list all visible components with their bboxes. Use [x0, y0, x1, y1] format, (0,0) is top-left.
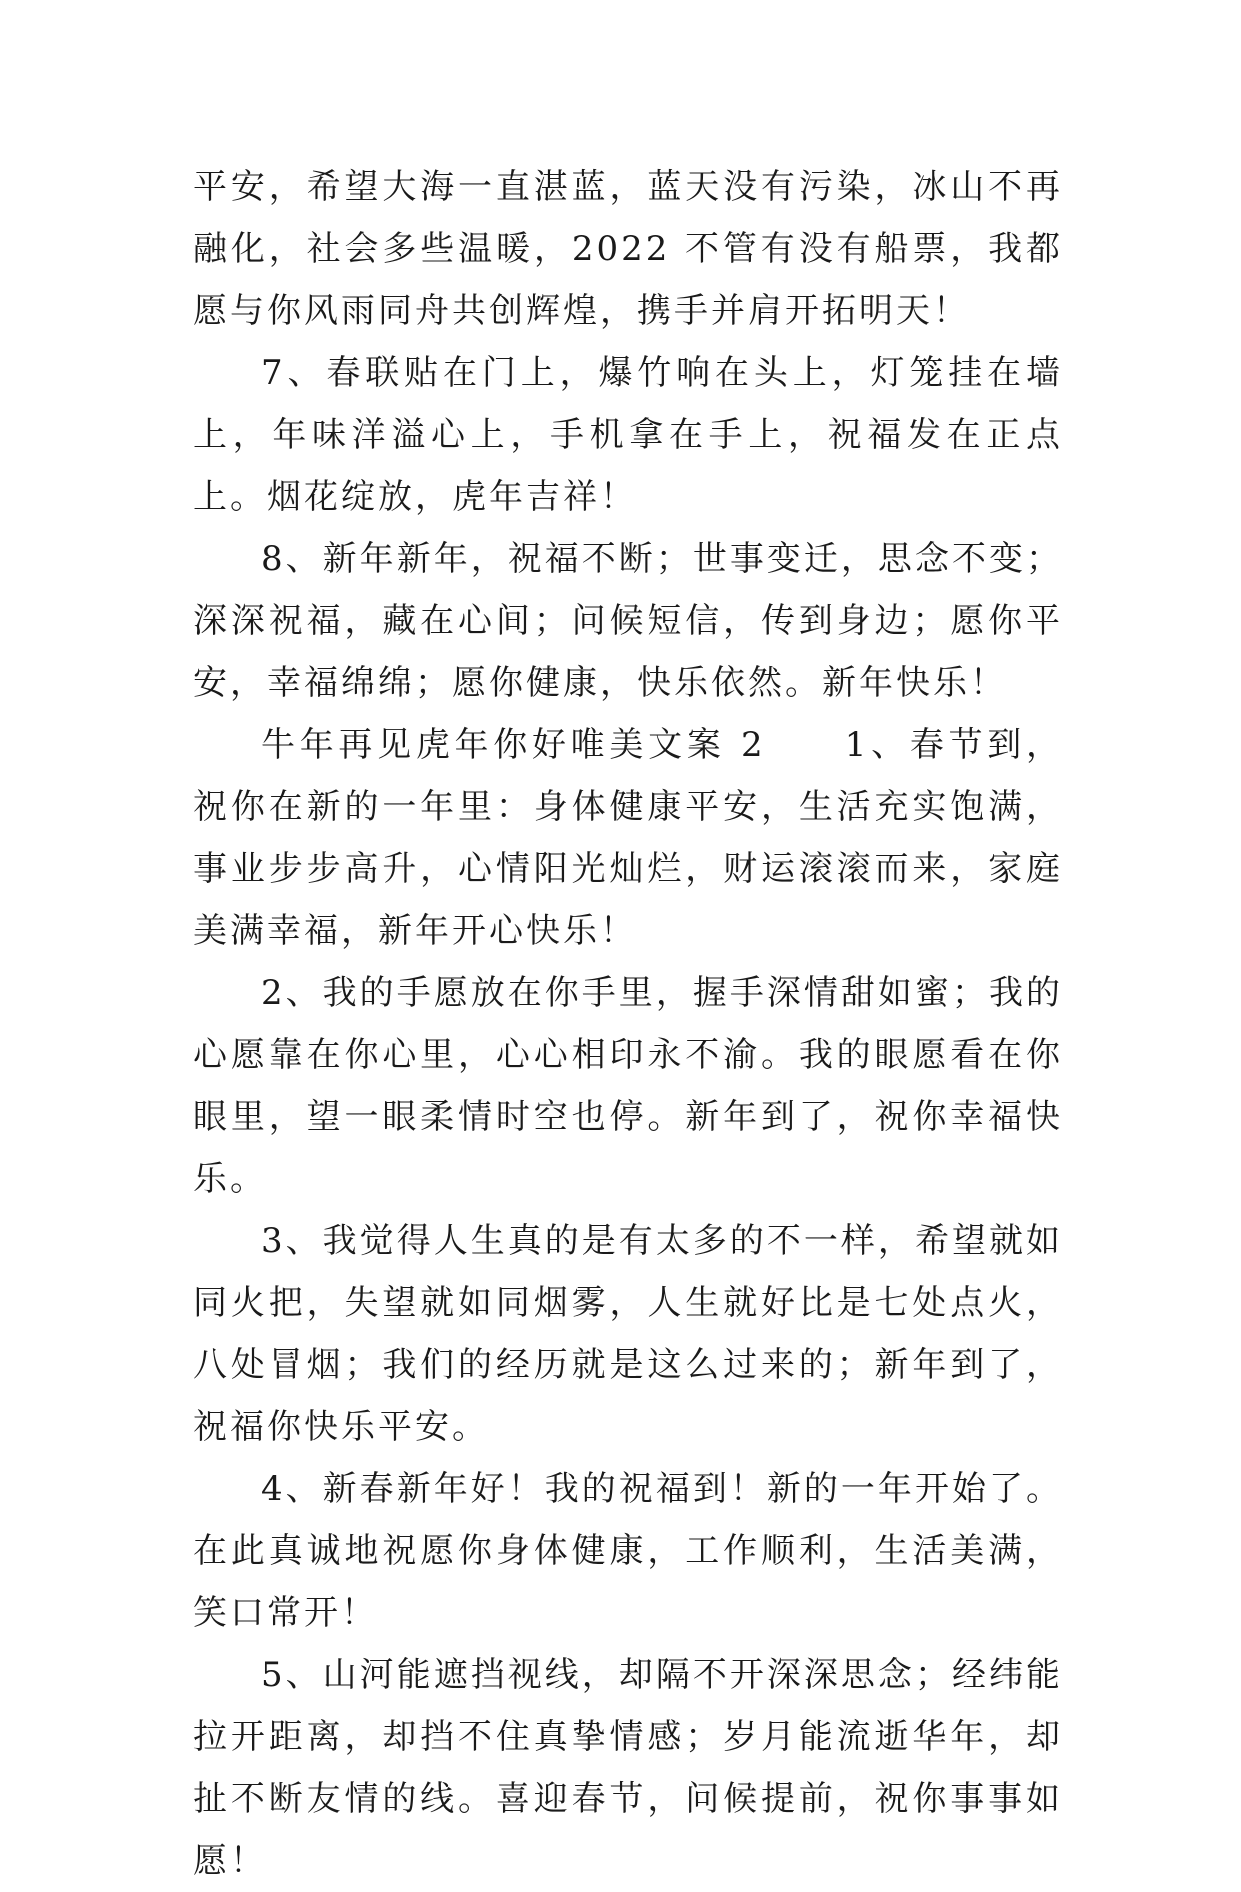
paragraph-item-3: 3、我觉得人生真的是有太多的不一样，希望就如同火把，失望就如同烟雾，人生就好比是七处点火，八处冒烟；我们的经历就是这么过来的；新年到了，祝福你快乐平安。 — [193, 1221, 1063, 1447]
paragraph-section-2-item-1: 牛年再见虎年你好唯美文案 2 1、春节到，祝你在新的一年里：身体健康平安，生活充实饱满，事业步步高升，心情阳光灿烂，财运滚滚而来，家庭美满幸福，新年开心快乐！ — [193, 725, 1063, 951]
paragraph-item-8: 8、新年新年，祝福不断；世事变迁，思念不变；深深祝福，藏在心间；问候短信，传到身边；愿你平安，幸福绵绵；愿你健康，快乐依然。新年快乐！ — [193, 539, 1063, 703]
paragraph-continuation: 平安，希望大海一直湛蓝，蓝天没有污染，冰山不再融化，社会多些温暖，2022 不管有没有船票，我都愿与你风雨同舟共创辉煌，携手并肩开拓明天！ — [193, 167, 1063, 331]
paragraph-item-5: 5、山河能遮挡视线，却隔不开深深思念；经纬能拉开距离，却挡不住真挚情感；岁月能流逝华年，却扯不断友情的线。喜迎春节，问候提前，祝你事事如愿！ — [193, 1655, 1063, 1881]
paragraph-item-4: 4、新春新年好！我的祝福到！新的一年开始了。在此真诚地祝愿你身体健康，工作顺利，生活美满，笑口常开！ — [193, 1469, 1063, 1633]
paragraph-item-7: 7、春联贴在门上，爆竹响在头上，灯笼挂在墙上，年味洋溢心上，手机拿在手上，祝福发在正点上。烟花绽放，虎年吉祥！ — [193, 353, 1063, 517]
paragraph-item-2: 2、我的手愿放在你手里，握手深情甜如蜜；我的心愿靠在你心里，心心相印永不渝。我的眼愿看在你眼里，望一眼柔情时空也停。新年到了，祝你幸福快乐。 — [193, 973, 1063, 1199]
document-page — [193, 156, 1063, 1892]
